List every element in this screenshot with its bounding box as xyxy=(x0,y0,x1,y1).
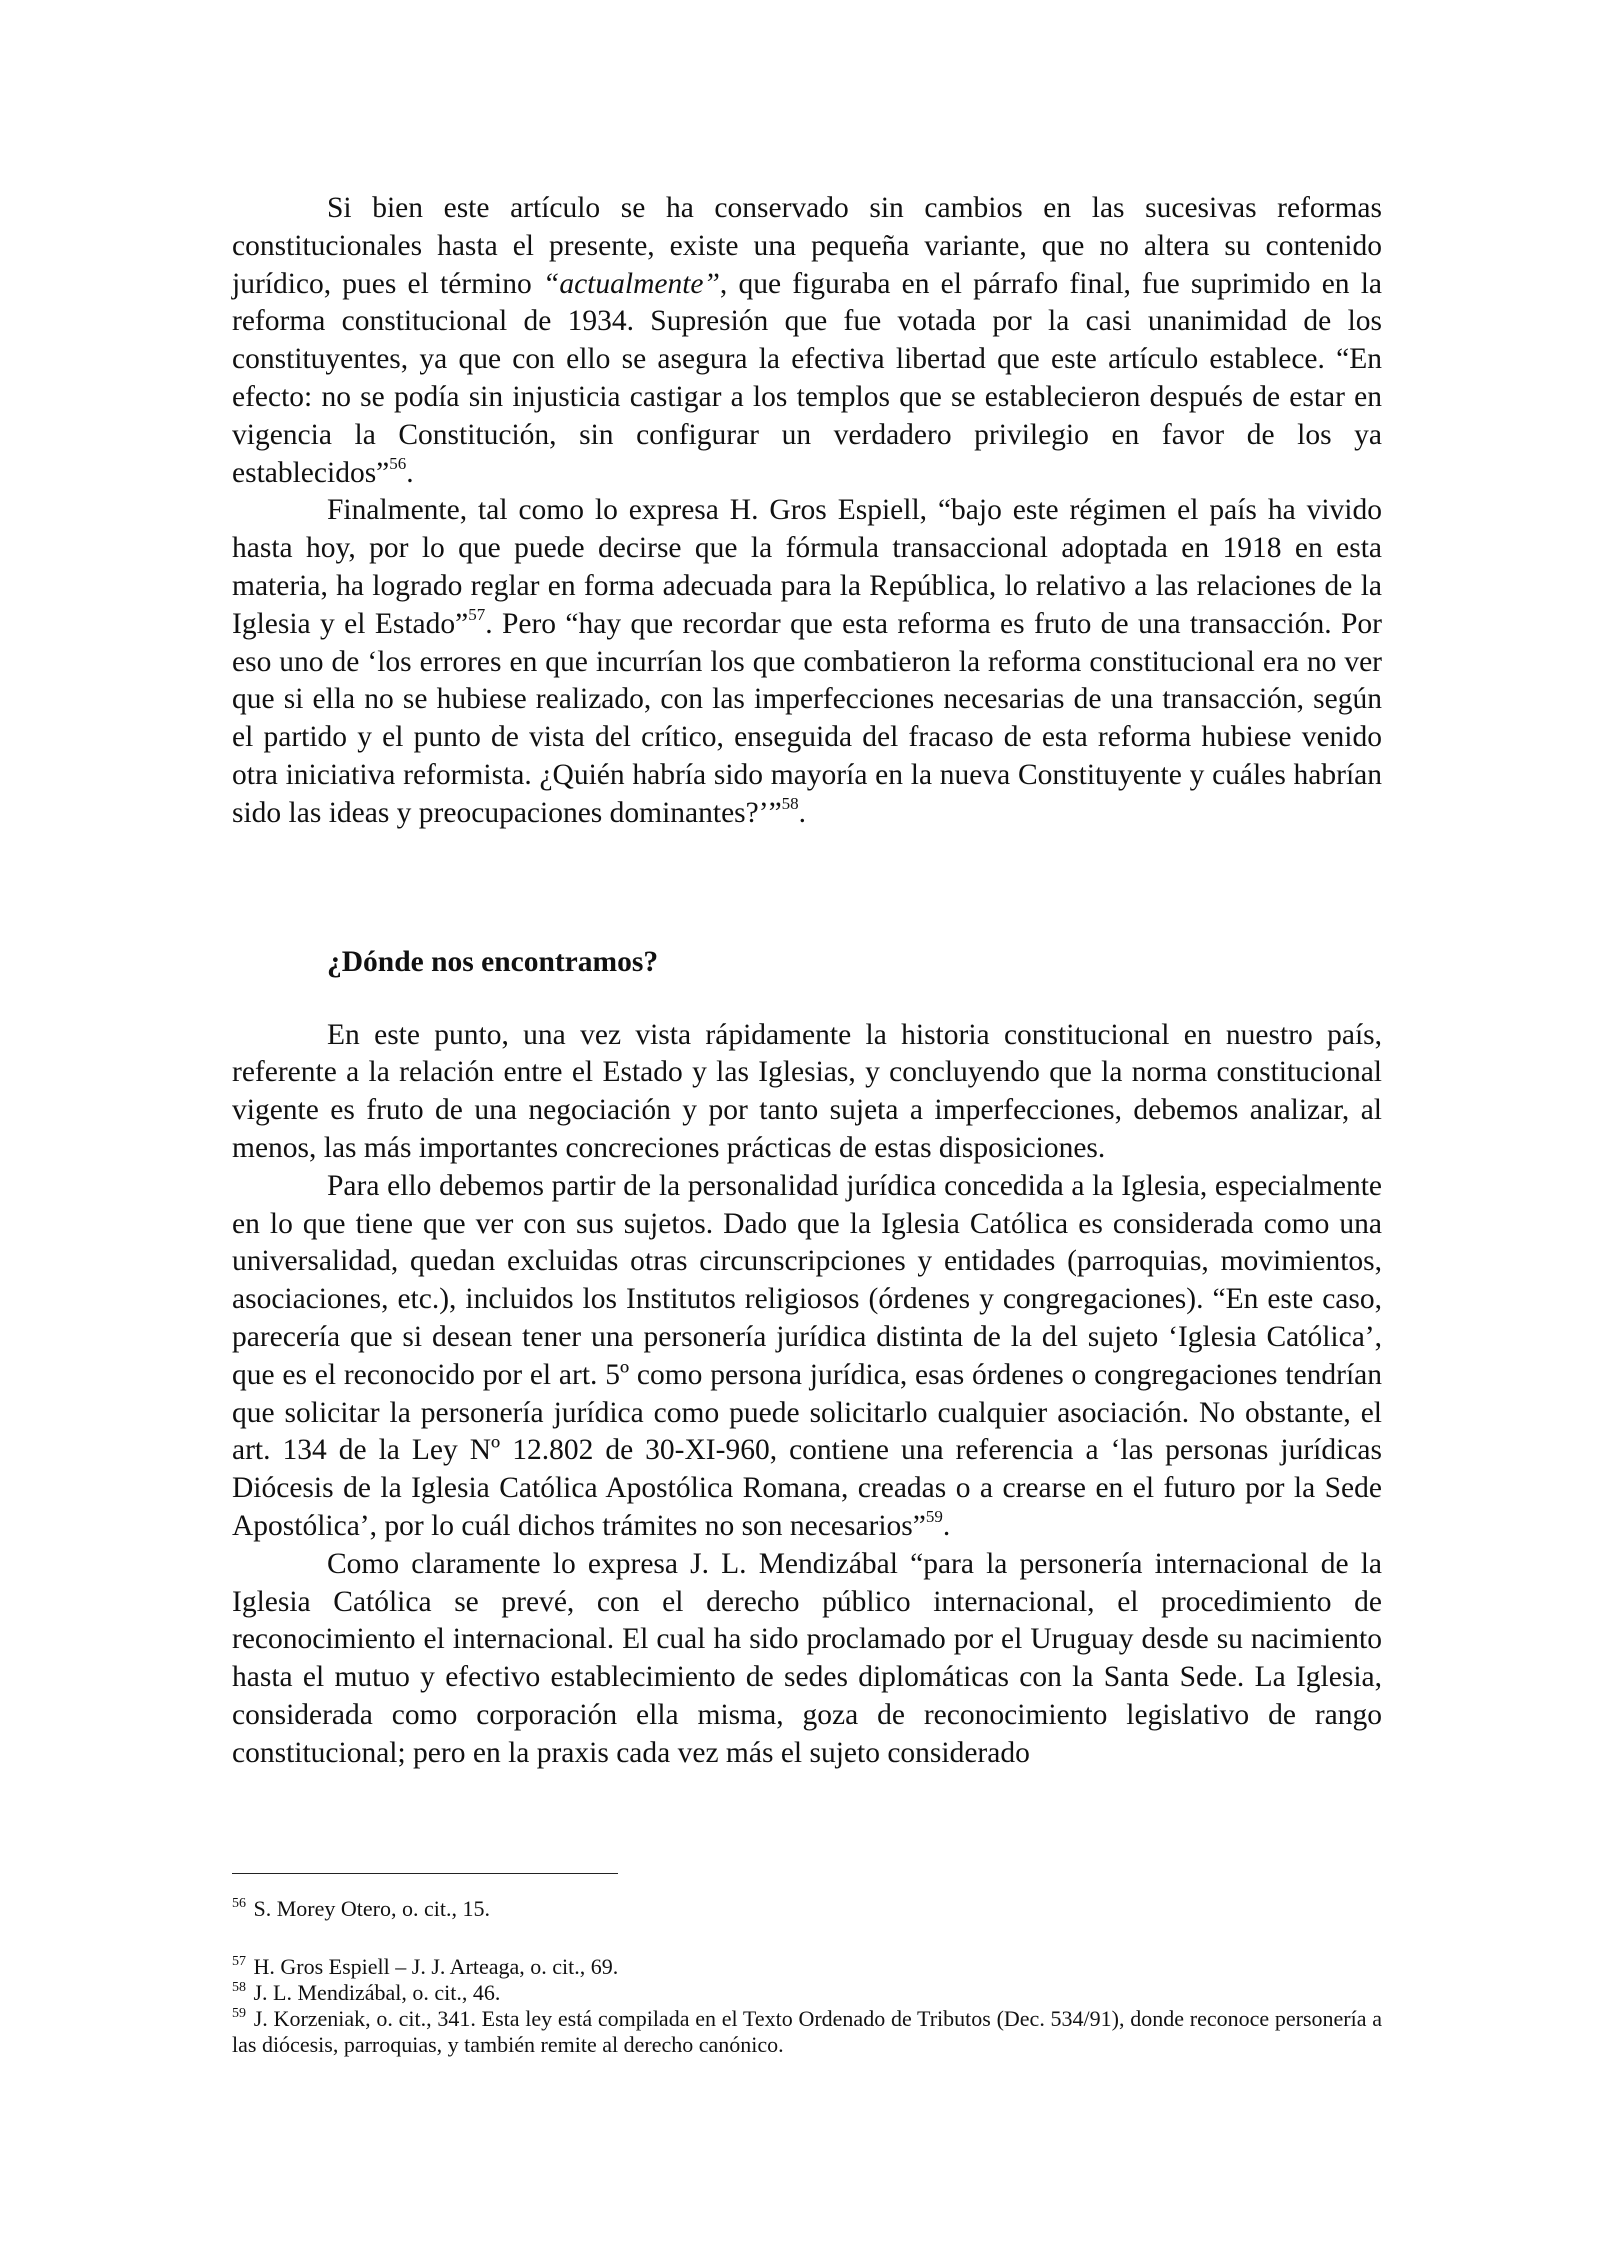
paragraph-text: Finalmente, tal como lo expresa H. Gros Espiell, “bajo este régimen el país ha vivido hasta hoy, por lo que puede decirse que la fórmula transaccional adoptada en 1918 en esta materia, ha logrado reglar en forma adecuada para la República, lo relativo a las relaciones de la Iglesia y el Estado” xyxy=(232,494,1382,640)
italic-term: “actualmente” xyxy=(542,267,720,300)
paragraph xyxy=(232,492,1382,832)
paragraph-text: Si bien este artículo se ha conservado sin cambios en las sucesivas reformas constitucionales hasta el presente, existe una pequeña variante, que no altera su contenido jurídico, pues el término xyxy=(232,192,1382,300)
paragraph-text: . xyxy=(406,456,414,489)
paragraph-text: En este punto, una vez vista rápidamente la historia constitucional en nuestro país, referente a la relación entre el Estado y las Iglesias, y concluyendo que la norma constitucional vigente es fruto de una negociación y por tanto sujeta a imperfecciones, debemos analizar, al menos, las más importantes concreciones prácticas de estas disposiciones. xyxy=(232,1018,1382,1164)
footnote xyxy=(232,1954,1382,1980)
paragraph-text: , que figuraba en el párrafo final, fue suprimido en la reforma constitucional de 1934. Supresión que fue votada por la casi unanimidad de los constituyentes, ya que con ello se asegura la efectiva libertad que este artículo establece. “En efecto: no se podía sin injusticia castigar a los templos que se establecieron después de estar en vigencia la Constitución, sin configurar un verdadero privilegio en favor de los ya establecidos” xyxy=(232,267,1383,489)
footnote xyxy=(232,2006,1382,2058)
document-body xyxy=(232,190,1382,1772)
footnote-separator xyxy=(232,1873,618,1874)
footnote-text: J. Korzeniak, o. cit., 341. Esta ley está compilada en el Texto Ordenado de Tributos (Dec. 534/91), donde reconoce personería a las diócesis, parroquias, y también remite al derecho canónico. xyxy=(232,2006,1383,2057)
footnote-text: J. L. Mendizábal, o. cit., 46. xyxy=(253,1980,501,2005)
paragraph-text: . xyxy=(942,1509,951,1542)
paragraph xyxy=(232,190,1382,492)
footnote-reference: 58 xyxy=(781,793,799,813)
footnote xyxy=(232,1980,1382,2006)
footnote-text: S. Morey Otero, o. cit., 15. xyxy=(253,1896,490,1921)
footnote xyxy=(232,1896,1382,1922)
footnote-reference: 59 xyxy=(925,1506,943,1526)
paragraph-text: . xyxy=(798,796,807,829)
footnotes xyxy=(232,1873,1382,2058)
paragraph-text: Para ello debemos partir de la personalidad jurídica concedida a la Iglesia, especialmente en lo que tiene que ver con sus sujetos. Dado que la Iglesia Católica es considerada como una universalidad, quedan excluidas otras circunscripciones y entidades (parroquias, movimientos, asociaciones, etc.), incluidos los Institutos religiosos (órdenes y congregaciones). “En este caso, parecería que si desean tener una personería jurídica distinta de la del sujeto ‘Iglesia Católica’, que es el reconocido por el art. 5º como persona jurídica, esas órdenes o congregaciones tendrían que solicitar la personería jurídica como puede solicitarlo cualquier asociación. No obstante, el art. 134 de la Ley Nº 12.802 de 30-XI-960, contiene una referencia a ‘las personas jurídicas Diócesis de la Iglesia Católica Apostólica Romana, creadas o a crearse en el futuro por la Sede Apostólica’, por lo cuál dichos trámites no son necesarios” xyxy=(232,1169,1382,1542)
paragraph xyxy=(232,1017,1382,1168)
paragraph-text: . Pero “hay que recordar que esta reforma es fruto de una transacción. Por eso uno de ‘los errores en que incurrían los que combatieron la reforma constitucional era no ver que si ella no se hubiese realizado, con las imperfecciones necesarias de una transacción, según el partido y el punto de vista del crítico, enseguida del fracaso de esta reforma hubiese venido otra iniciativa reformista. ¿Quién habría sido mayoría en la nueva Constituyente y cuáles habrían sido las ideas y preocupaciones dominantes?’” xyxy=(232,607,1382,829)
footnote-number: 59 xyxy=(232,2006,246,2021)
section-heading: ¿Dónde nos encontramos? xyxy=(327,945,659,978)
footnote-number: 56 xyxy=(232,1896,246,1911)
footnote-reference: 56 xyxy=(389,453,407,473)
footnote-reference: 57 xyxy=(468,604,486,624)
footnote-text: H. Gros Espiell – J. J. Arteaga, o. cit., 69. xyxy=(253,1954,619,1979)
paragraph xyxy=(232,1168,1382,1546)
paragraph xyxy=(232,1546,1382,1773)
paragraph-text: Como claramente lo expresa J. L. Mendizábal “para la personería internacional de la Iglesia Católica se prevé, con el derecho público internacional, el procedimiento de reconocimiento el internacional. El cual ha sido proclamado por el Uruguay desde su nacimiento hasta el mutuo y efectivo establecimiento de sedes diplomáticas con la Santa Sede. La Iglesia, considerada como corporación ella misma, goza de reconocimiento legislativo de rango constitucional; pero en la praxis cada vez más el sujeto considerado xyxy=(232,1547,1382,1769)
footnote-number: 57 xyxy=(232,1954,246,1969)
footnote-number: 58 xyxy=(232,1980,246,1995)
